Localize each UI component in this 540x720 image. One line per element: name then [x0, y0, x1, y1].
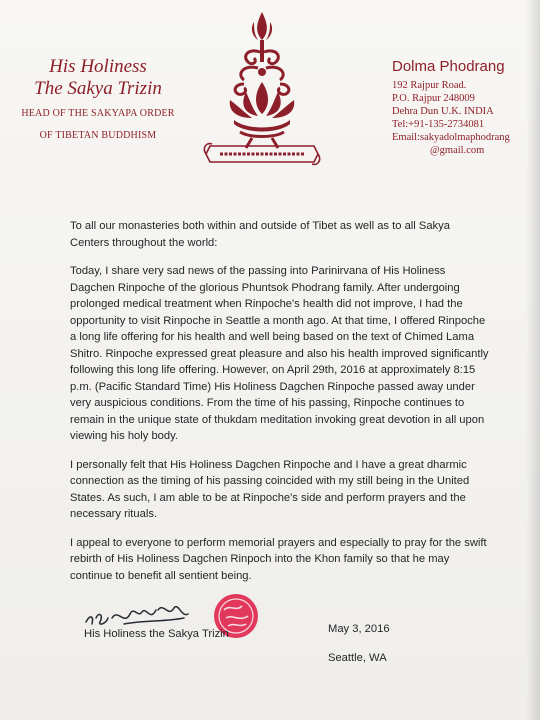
- letterhead-order-line2: OF TIBETAN BUDDHISM: [39, 130, 157, 141]
- letter-body: [70, 218, 490, 596]
- body-paragraph: I appeal to everyone to perform memorial prayers and especially to pray for the swift rebirth of His Holiness Dagchen Rinpoch into the Khon family so that he may continue to benefit all sentient being.: [70, 536, 487, 582]
- handwritten-signature-icon: [86, 607, 188, 624]
- letterhead-name-line1: His Holiness: [49, 56, 147, 77]
- letterhead-order-line1: HEAD OF THE SAKYAPA ORDER: [21, 108, 175, 119]
- letterhead-left: [18, 56, 178, 144]
- address-line: P.O. Rajpur 248009: [392, 93, 475, 104]
- letterhead-name-line2: The Sakya Trizin: [34, 78, 162, 99]
- address-line: @gmail.com: [430, 145, 485, 156]
- letter-place: Seattle, WA: [328, 652, 387, 664]
- address-line: Email:sakyadolmaphodrang: [392, 132, 510, 143]
- letterhead-address: [392, 79, 532, 157]
- salutation: To all our monasteries both within and outside of Tibet as well as to all Sakya Centers throughout the world:: [70, 220, 450, 249]
- address-line: Tel:+91-135-2734081: [392, 119, 485, 130]
- lotus-flame-emblem-icon: [200, 8, 325, 173]
- letterhead-org-name: Dolma Phodrang: [392, 58, 505, 75]
- address-line: 192 Rajpur Road.: [392, 80, 467, 91]
- body-paragraph: Today, I share very sad news of the passing into Parinirvana of His Holiness Dagchen Rinpoche of the glorious Phuntsok Phodrang family. After undergoing prolonged medical treatment when Rinpoche's health did not improve, I had the opportunity to visit Rinpoche in Seattle a month ago. At that time, I offered Rinpoche a long life offering for his health and well being based on the text of Chimed Lama Shitro. Rinpoche expressed great pleasure and also his health improved significantly following this long life offering. However, on April 29th, 2016 at approximately 8:15 p.m. (Pacific Standard Time) His Holiness Dagchen Rinpoche passed away under very auspicious conditions. From the time of his passing, Rinpoche continues to remain in the unique state of thukdam meditation invoking great devotion in all upon viewing his holy body.: [70, 265, 489, 442]
- letterhead-right: [392, 58, 532, 157]
- body-paragraph: I personally felt that His Holiness Dagchen Rinpoche and I have a great dharmic connection as the timing of his passing coincided with my still being in the United States. As such, I am able to be at Rinpoche's side and perform prayers and the necessary rituals.: [70, 458, 470, 520]
- address-line: Dehra Dun U.K. INDIA: [392, 106, 494, 117]
- letter-date: May 3, 2016: [328, 623, 390, 635]
- signer-name: His Holiness the Sakya Trizin: [84, 628, 229, 640]
